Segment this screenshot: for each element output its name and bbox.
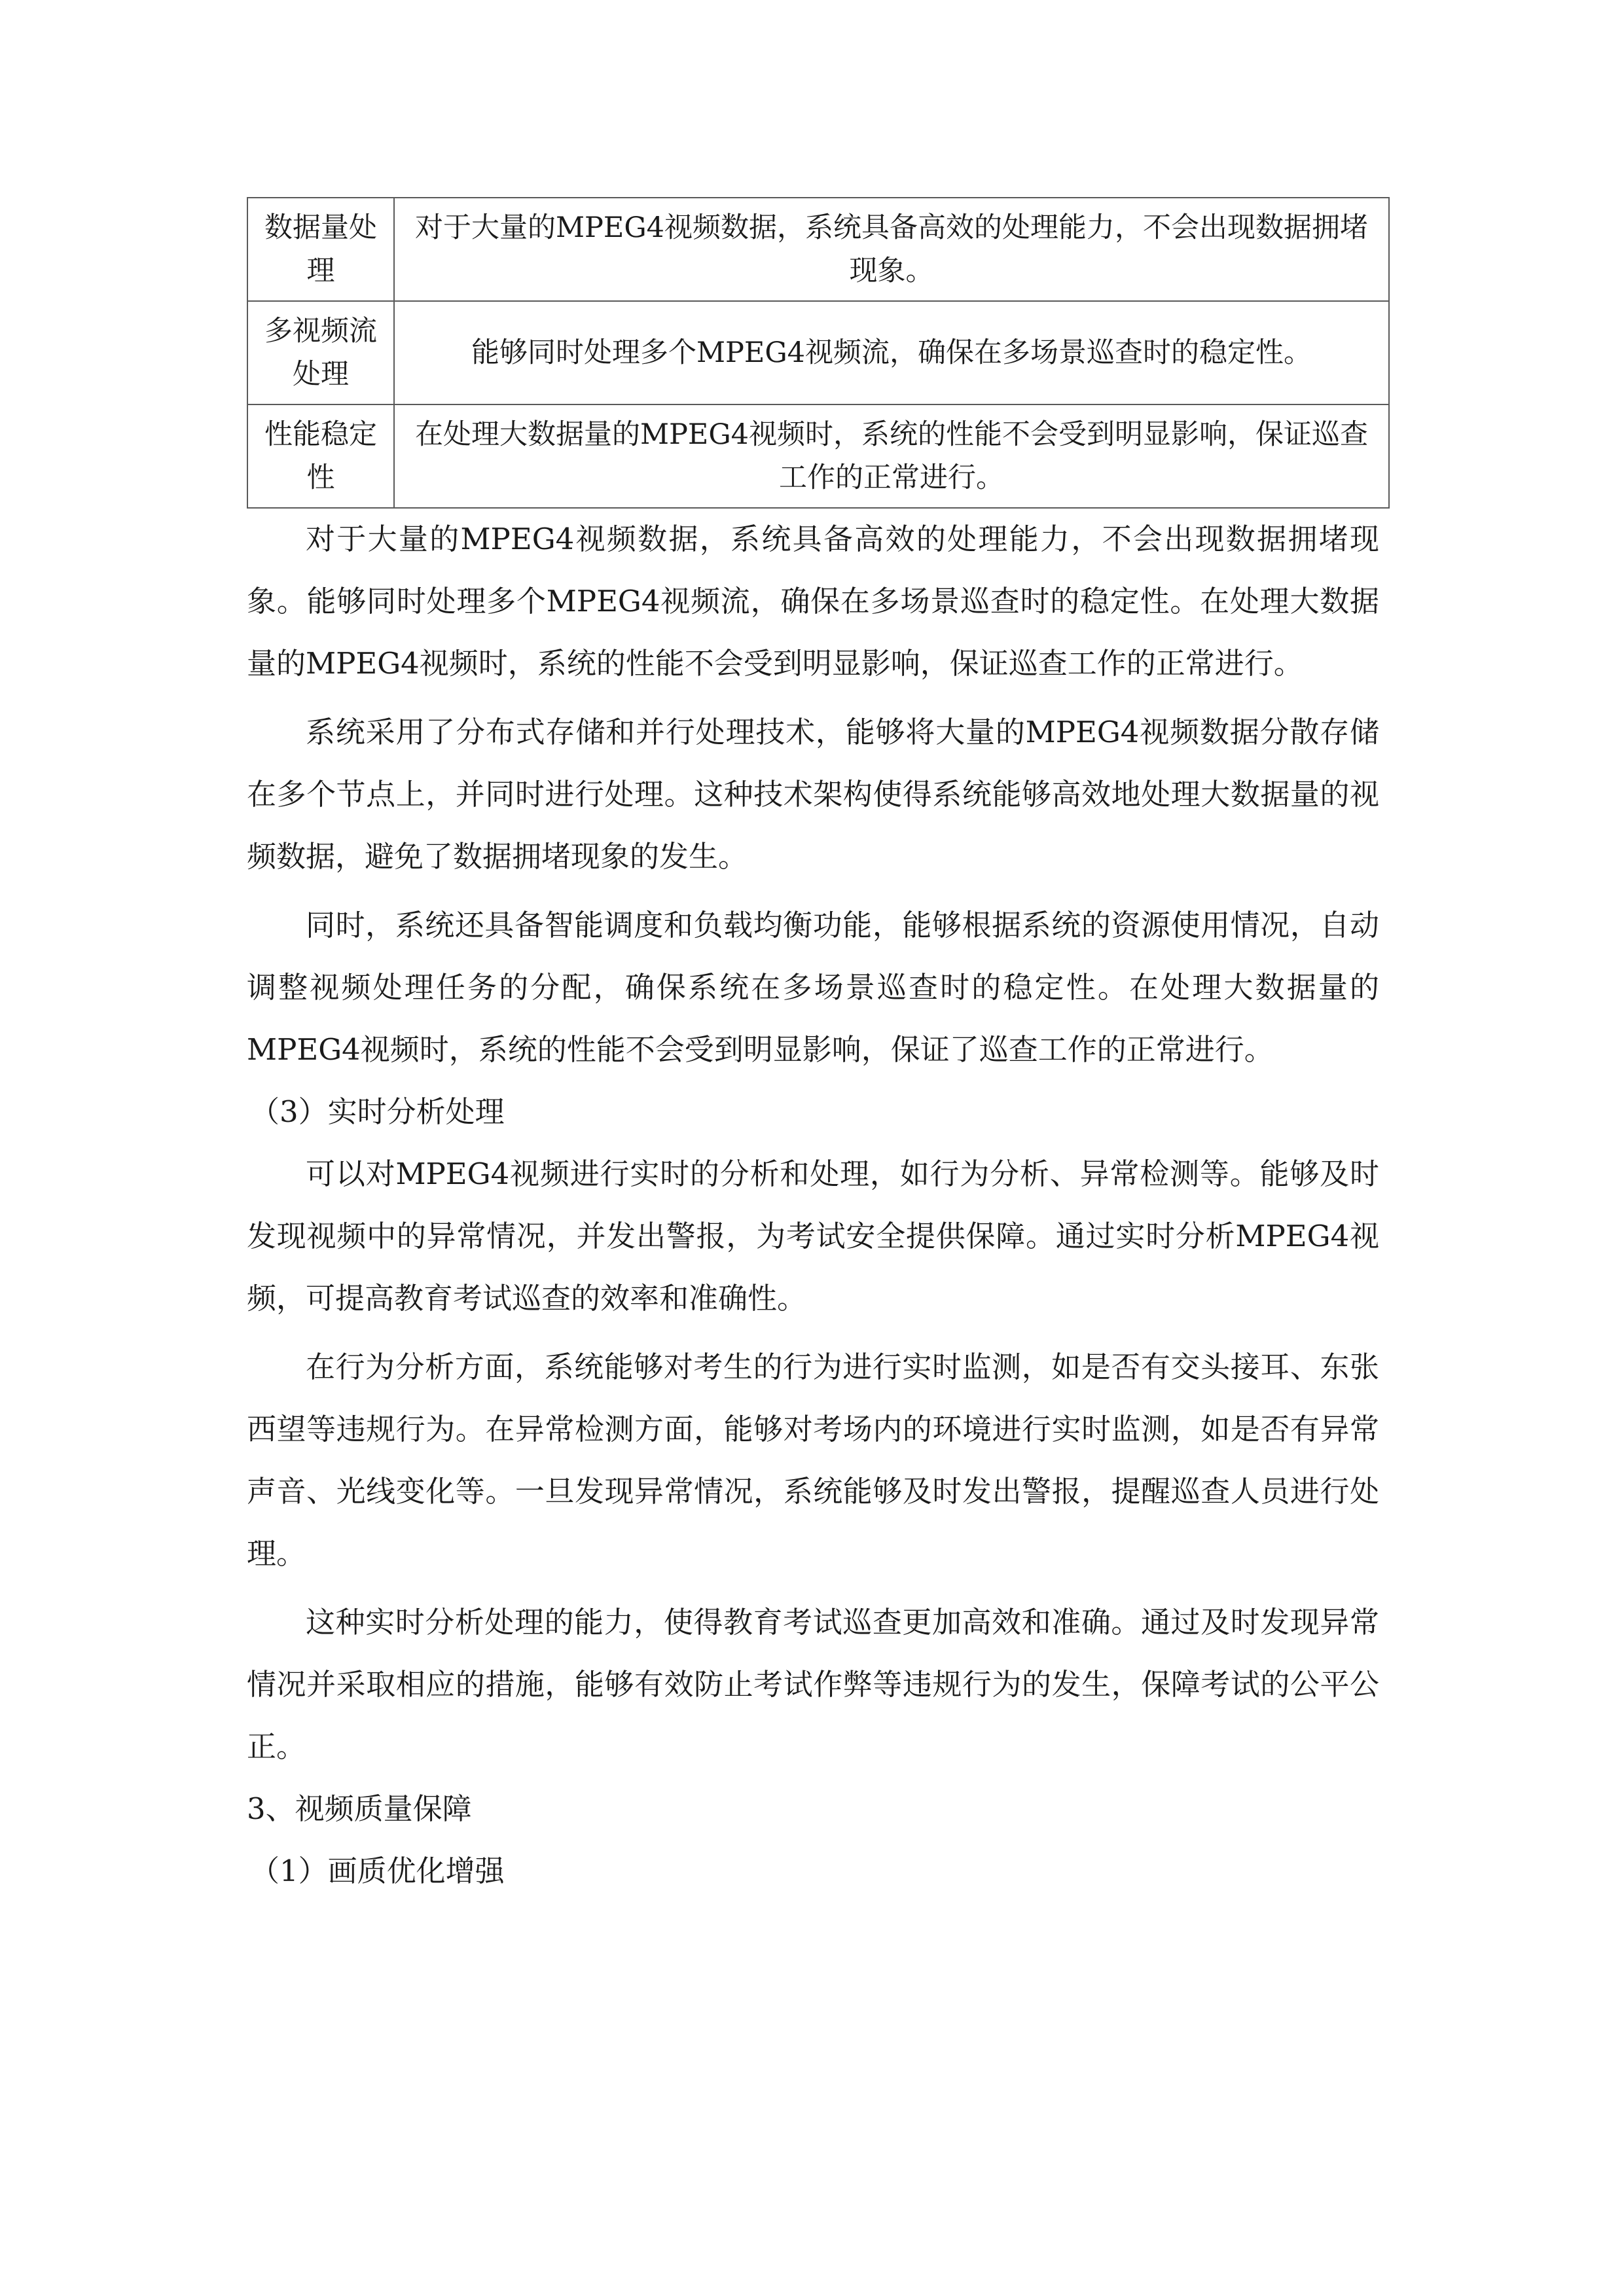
paragraph: 对于大量的MPEG4视频数据，系统具备高效的处理能力，不会出现数据拥堵现象。能够同时处理多个MPEG4视频流，确保在多场景巡查时的稳定性。在处理大数据量的MPEG4视频时，系统的性能不会受到明显影响，保证巡查工作的正常进行。 — [247, 522, 1379, 681]
table-cell-desc: 在处理大数据量的MPEG4视频时，系统的性能不会受到明显影响，保证巡查工作的正常进行。 — [394, 404, 1389, 508]
paragraph: 这种实时分析处理的能力，使得教育考试巡查更加高效和准确。通过及时发现异常情况并采取相应的措施，能够有效防止考试作弊等违规行为的发生，保障考试的公平公正。 — [247, 1605, 1379, 1764]
table-row — [247, 404, 1389, 508]
table-cell-name: 数据量处理 — [247, 198, 394, 301]
table-row — [247, 198, 1389, 301]
section-heading: 3、视频质量保障 — [247, 1791, 472, 1826]
table-cell-name: 性能稳定性 — [247, 404, 394, 508]
paragraph: 系统采用了分布式存储和并行处理技术，能够将大量的MPEG4视频数据分散存储在多个节点上，并同时进行处理。这种技术架构使得系统能够高效地处理大数据量的视频数据，避免了数据拥堵现象的发生。 — [247, 715, 1379, 874]
section-heading: （3）实时分析处理 — [250, 1094, 505, 1129]
body-text — [247, 508, 1379, 1902]
paragraph: 在行为分析方面，系统能够对考生的行为进行实时监测，如是否有交头接耳、东张西望等违规行为。在异常检测方面，能够对考场内的环境进行实时监测，如是否有异常声音、光线变化等。一旦发现异常情况，系统能够及时发出警报，提醒巡查人员进行处理。 — [247, 1350, 1379, 1571]
table-cell-desc: 对于大量的MPEG4视频数据，系统具备高效的处理能力，不会出现数据拥堵现象。 — [394, 198, 1389, 301]
performance-table — [247, 197, 1390, 509]
table-cell-desc: 能够同时处理多个MPEG4视频流，确保在多场景巡查时的稳定性。 — [394, 301, 1389, 404]
subsection-heading: （1）画质优化增强 — [250, 1854, 505, 1888]
table-cell-name: 多视频流处理 — [247, 301, 394, 404]
paragraph: 可以对MPEG4视频进行实时的分析和处理，如行为分析、异常检测等。能够及时发现视频中的异常情况，并发出警报，为考试安全提供保障。通过实时分析MPEG4视频，可提高教育考试巡查的效率和准确性。 — [247, 1157, 1379, 1316]
paragraph: 同时，系统还具备智能调度和负载均衡功能，能够根据系统的资源使用情况，自动调整视频处理任务的分配，确保系统在多场景巡查时的稳定性。在处理大数据量的MPEG4视频时，系统的性能不会受到明显影响，保证了巡查工作的正常进行。 — [247, 908, 1379, 1067]
table-row — [247, 301, 1389, 404]
